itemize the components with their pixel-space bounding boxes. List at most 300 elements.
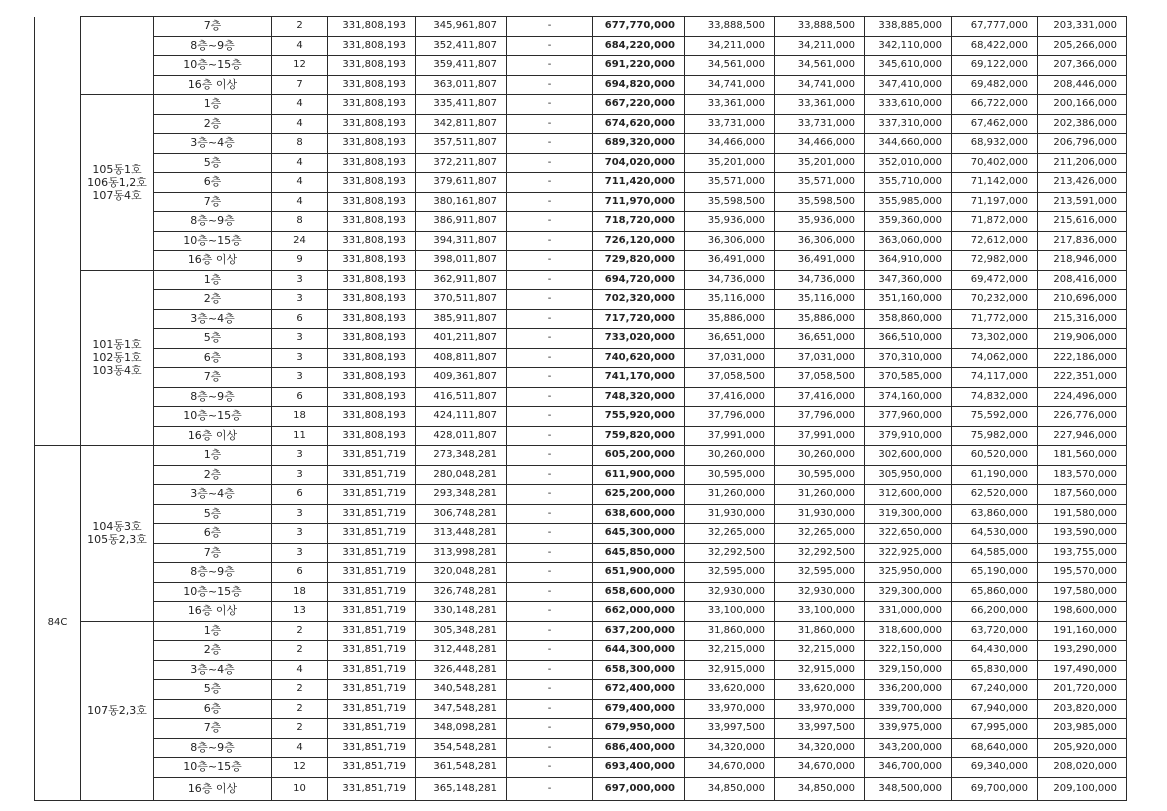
table-row [35, 134, 1127, 154]
building-price-cell: 363,011,807 [416, 75, 507, 95]
payment-2-cell: 30,260,000 [775, 446, 865, 466]
units-cell: 7 [272, 75, 328, 95]
payment-1-cell: 34,466,000 [685, 134, 775, 154]
payment-2-cell: 37,416,000 [775, 387, 865, 407]
vat-cell: - [507, 426, 593, 446]
payment-3-cell: 347,360,000 [865, 270, 952, 290]
payment-3-cell: 370,310,000 [865, 348, 952, 368]
total-price-cell: 694,820,000 [593, 75, 685, 95]
payment-5-cell: 198,600,000 [1038, 602, 1127, 622]
vat-cell: - [507, 290, 593, 310]
payment-1-cell: 37,058,500 [685, 368, 775, 388]
payment-3-cell: 363,060,000 [865, 231, 952, 251]
floor-cell: 7층 [154, 192, 272, 212]
floor-cell: 10층~15층 [154, 407, 272, 427]
payment-1-cell: 35,116,000 [685, 290, 775, 310]
payment-4-cell: 71,197,000 [952, 192, 1038, 212]
payment-2-cell: 35,116,000 [775, 290, 865, 310]
land-price-cell: 331,851,719 [328, 465, 416, 485]
payment-2-cell: 33,620,000 [775, 680, 865, 700]
payment-3-cell: 379,910,000 [865, 426, 952, 446]
vat-cell: - [507, 485, 593, 505]
units-cell: 12 [272, 56, 328, 76]
vat-cell: - [507, 75, 593, 95]
land-price-cell: 331,851,719 [328, 524, 416, 544]
payment-3-cell: 344,660,000 [865, 134, 952, 154]
payment-4-cell: 71,772,000 [952, 309, 1038, 329]
floor-cell: 10층~15층 [154, 56, 272, 76]
payment-1-cell: 35,571,000 [685, 173, 775, 193]
building-price-cell: 342,811,807 [416, 114, 507, 134]
land-price-cell: 331,808,193 [328, 153, 416, 173]
building-price-cell: 408,811,807 [416, 348, 507, 368]
land-price-cell: 331,808,193 [328, 17, 416, 37]
vat-cell: - [507, 582, 593, 602]
vat-cell: - [507, 348, 593, 368]
building-price-cell: 326,748,281 [416, 582, 507, 602]
payment-2-cell: 32,595,000 [775, 563, 865, 583]
floor-cell: 3층~4층 [154, 309, 272, 329]
payment-2-cell: 34,850,000 [775, 777, 865, 800]
total-price-cell: 637,200,000 [593, 621, 685, 641]
payment-5-cell: 215,316,000 [1038, 309, 1127, 329]
payment-3-cell: 312,600,000 [865, 485, 952, 505]
payment-2-cell: 32,265,000 [775, 524, 865, 544]
floor-cell: 3층~4층 [154, 485, 272, 505]
payment-3-cell: 347,410,000 [865, 75, 952, 95]
payment-4-cell: 72,982,000 [952, 251, 1038, 271]
total-price-cell: 611,900,000 [593, 465, 685, 485]
table-row [35, 212, 1127, 232]
vat-cell: - [507, 368, 593, 388]
payment-3-cell: 358,860,000 [865, 309, 952, 329]
payment-1-cell: 30,595,000 [685, 465, 775, 485]
payment-3-cell: 338,885,000 [865, 17, 952, 37]
payment-2-cell: 36,306,000 [775, 231, 865, 251]
payment-2-cell: 33,731,000 [775, 114, 865, 134]
total-price-cell: 645,300,000 [593, 524, 685, 544]
payment-2-cell: 37,991,000 [775, 426, 865, 446]
total-price-cell: 740,620,000 [593, 348, 685, 368]
land-price-cell: 331,808,193 [328, 387, 416, 407]
units-cell: 6 [272, 485, 328, 505]
vat-cell: - [507, 407, 593, 427]
payment-4-cell: 72,612,000 [952, 231, 1038, 251]
land-price-cell: 331,851,719 [328, 504, 416, 524]
total-price-cell: 717,720,000 [593, 309, 685, 329]
payment-4-cell: 67,462,000 [952, 114, 1038, 134]
total-price-cell: 697,000,000 [593, 777, 685, 800]
floor-cell: 1층 [154, 446, 272, 466]
vat-cell: - [507, 36, 593, 56]
payment-2-cell: 34,736,000 [775, 270, 865, 290]
payment-5-cell: 202,386,000 [1038, 114, 1127, 134]
units-cell: 18 [272, 407, 328, 427]
building-price-cell: 365,148,281 [416, 777, 507, 800]
payment-4-cell: 69,482,000 [952, 75, 1038, 95]
floor-cell: 6층 [154, 348, 272, 368]
payment-4-cell: 63,860,000 [952, 504, 1038, 524]
dong-unit-label: 107동2,3호 [87, 704, 147, 717]
payment-1-cell: 32,595,000 [685, 563, 775, 583]
payment-2-cell: 32,292,500 [775, 543, 865, 563]
payment-5-cell: 207,366,000 [1038, 56, 1127, 76]
payment-2-cell: 35,936,000 [775, 212, 865, 232]
units-cell: 3 [272, 270, 328, 290]
payment-2-cell: 31,930,000 [775, 504, 865, 524]
floor-cell: 1층 [154, 95, 272, 115]
payment-2-cell: 34,670,000 [775, 758, 865, 778]
total-price-cell: 679,400,000 [593, 699, 685, 719]
payment-2-cell: 36,491,000 [775, 251, 865, 271]
table-row [35, 485, 1127, 505]
payment-4-cell: 75,982,000 [952, 426, 1038, 446]
payment-1-cell: 34,736,000 [685, 270, 775, 290]
payment-5-cell: 191,580,000 [1038, 504, 1127, 524]
floor-cell: 2층 [154, 114, 272, 134]
building-price-cell: 293,348,281 [416, 485, 507, 505]
payment-4-cell: 64,530,000 [952, 524, 1038, 544]
vat-cell: - [507, 699, 593, 719]
floor-cell: 8층~9층 [154, 387, 272, 407]
building-price-cell: 357,511,807 [416, 134, 507, 154]
payment-1-cell: 34,211,000 [685, 36, 775, 56]
payment-5-cell: 210,696,000 [1038, 290, 1127, 310]
payment-2-cell: 32,930,000 [775, 582, 865, 602]
payment-2-cell: 34,561,000 [775, 56, 865, 76]
floor-cell: 2층 [154, 465, 272, 485]
floor-cell: 16층 이상 [154, 777, 272, 800]
payment-5-cell: 193,290,000 [1038, 641, 1127, 661]
payment-5-cell: 213,426,000 [1038, 173, 1127, 193]
total-price-cell: 605,200,000 [593, 446, 685, 466]
payment-2-cell: 33,361,000 [775, 95, 865, 115]
land-price-cell: 331,808,193 [328, 95, 416, 115]
payment-3-cell: 322,650,000 [865, 524, 952, 544]
payment-3-cell: 329,300,000 [865, 582, 952, 602]
table-row [35, 348, 1127, 368]
land-price-cell: 331,851,719 [328, 680, 416, 700]
payment-1-cell: 37,991,000 [685, 426, 775, 446]
payment-5-cell: 206,796,000 [1038, 134, 1127, 154]
table-row [35, 582, 1127, 602]
payment-4-cell: 65,190,000 [952, 563, 1038, 583]
table-row [35, 153, 1127, 173]
vat-cell: - [507, 173, 593, 193]
payment-1-cell: 36,306,000 [685, 231, 775, 251]
total-price-cell: 651,900,000 [593, 563, 685, 583]
payment-4-cell: 74,062,000 [952, 348, 1038, 368]
floor-cell: 8층~9층 [154, 738, 272, 758]
vat-cell: - [507, 660, 593, 680]
total-price-cell: 672,400,000 [593, 680, 685, 700]
land-price-cell: 331,808,193 [328, 75, 416, 95]
payment-2-cell: 33,100,000 [775, 602, 865, 622]
payment-1-cell: 31,860,000 [685, 621, 775, 641]
land-price-cell: 331,851,719 [328, 485, 416, 505]
payment-3-cell: 351,160,000 [865, 290, 952, 310]
payment-3-cell: 346,700,000 [865, 758, 952, 778]
payment-2-cell: 35,886,000 [775, 309, 865, 329]
floor-cell: 7층 [154, 719, 272, 739]
land-price-cell: 331,851,719 [328, 699, 416, 719]
payment-1-cell: 30,260,000 [685, 446, 775, 466]
payment-1-cell: 37,796,000 [685, 407, 775, 427]
payment-3-cell: 336,200,000 [865, 680, 952, 700]
payment-5-cell: 209,100,000 [1038, 777, 1127, 800]
building-price-cell: 409,361,807 [416, 368, 507, 388]
table-row [35, 56, 1127, 76]
floor-cell: 3층~4층 [154, 134, 272, 154]
building-price-cell: 394,311,807 [416, 231, 507, 251]
payment-1-cell: 32,930,000 [685, 582, 775, 602]
units-cell: 3 [272, 524, 328, 544]
land-price-cell: 331,808,193 [328, 231, 416, 251]
payment-5-cell: 218,946,000 [1038, 251, 1127, 271]
payment-1-cell: 33,888,500 [685, 17, 775, 37]
payment-5-cell: 205,266,000 [1038, 36, 1127, 56]
payment-1-cell: 33,620,000 [685, 680, 775, 700]
payment-4-cell: 66,722,000 [952, 95, 1038, 115]
payment-1-cell: 33,997,500 [685, 719, 775, 739]
payment-1-cell: 35,598,500 [685, 192, 775, 212]
payment-5-cell: 211,206,000 [1038, 153, 1127, 173]
payment-2-cell: 34,466,000 [775, 134, 865, 154]
land-price-cell: 331,851,719 [328, 446, 416, 466]
units-cell: 4 [272, 36, 328, 56]
land-price-cell: 331,808,193 [328, 329, 416, 349]
units-cell: 2 [272, 680, 328, 700]
total-price-cell: 733,020,000 [593, 329, 685, 349]
payment-5-cell: 201,720,000 [1038, 680, 1127, 700]
building-price-cell: 280,048,281 [416, 465, 507, 485]
total-price-cell: 729,820,000 [593, 251, 685, 271]
floor-cell: 2층 [154, 290, 272, 310]
table-row [35, 407, 1127, 427]
land-price-cell: 331,851,719 [328, 621, 416, 641]
total-price-cell: 759,820,000 [593, 426, 685, 446]
payment-2-cell: 34,741,000 [775, 75, 865, 95]
vat-cell: - [507, 56, 593, 76]
payment-2-cell: 33,970,000 [775, 699, 865, 719]
total-price-cell: 677,770,000 [593, 17, 685, 37]
units-cell: 6 [272, 563, 328, 583]
payment-3-cell: 318,600,000 [865, 621, 952, 641]
payment-5-cell: 213,591,000 [1038, 192, 1127, 212]
building-price-cell: 398,011,807 [416, 251, 507, 271]
units-cell: 3 [272, 543, 328, 563]
units-cell: 8 [272, 212, 328, 232]
payment-5-cell: 219,906,000 [1038, 329, 1127, 349]
payment-4-cell: 68,422,000 [952, 36, 1038, 56]
floor-cell: 7층 [154, 543, 272, 563]
building-price-cell: 340,548,281 [416, 680, 507, 700]
building-price-cell: 380,161,807 [416, 192, 507, 212]
building-price-cell: 345,961,807 [416, 17, 507, 37]
vat-cell: - [507, 17, 593, 37]
total-price-cell: 711,970,000 [593, 192, 685, 212]
payment-4-cell: 69,122,000 [952, 56, 1038, 76]
land-price-cell: 331,851,719 [328, 641, 416, 661]
payment-1-cell: 35,201,000 [685, 153, 775, 173]
payment-5-cell: 191,160,000 [1038, 621, 1127, 641]
payment-3-cell: 377,960,000 [865, 407, 952, 427]
table-row [35, 563, 1127, 583]
land-price-cell: 331,808,193 [328, 212, 416, 232]
payment-1-cell: 34,320,000 [685, 738, 775, 758]
payment-5-cell: 208,020,000 [1038, 758, 1127, 778]
total-price-cell: 679,950,000 [593, 719, 685, 739]
payment-4-cell: 69,472,000 [952, 270, 1038, 290]
floor-cell: 6층 [154, 173, 272, 193]
total-price-cell: 689,320,000 [593, 134, 685, 154]
payment-4-cell: 65,860,000 [952, 582, 1038, 602]
payment-4-cell: 75,592,000 [952, 407, 1038, 427]
payment-3-cell: 374,160,000 [865, 387, 952, 407]
payment-5-cell: 193,755,000 [1038, 543, 1127, 563]
payment-5-cell: 197,580,000 [1038, 582, 1127, 602]
payment-1-cell: 33,361,000 [685, 95, 775, 115]
units-cell: 3 [272, 368, 328, 388]
table-row [35, 95, 1127, 115]
payment-2-cell: 30,595,000 [775, 465, 865, 485]
payment-3-cell: 348,500,000 [865, 777, 952, 800]
total-price-cell: 694,720,000 [593, 270, 685, 290]
table-row [35, 36, 1127, 56]
floor-cell: 1층 [154, 270, 272, 290]
building-price-cell: 361,548,281 [416, 758, 507, 778]
payment-3-cell: 339,700,000 [865, 699, 952, 719]
building-price-cell: 326,448,281 [416, 660, 507, 680]
total-price-cell: 645,850,000 [593, 543, 685, 563]
payment-2-cell: 37,031,000 [775, 348, 865, 368]
floor-cell: 16층 이상 [154, 251, 272, 271]
payment-5-cell: 215,616,000 [1038, 212, 1127, 232]
units-cell: 3 [272, 504, 328, 524]
payment-2-cell: 36,651,000 [775, 329, 865, 349]
payment-2-cell: 37,058,500 [775, 368, 865, 388]
floor-cell: 8층~9층 [154, 212, 272, 232]
land-price-cell: 331,808,193 [328, 251, 416, 271]
table-row [35, 543, 1127, 563]
vat-cell: - [507, 134, 593, 154]
total-price-cell: 684,220,000 [593, 36, 685, 56]
payment-3-cell: 355,985,000 [865, 192, 952, 212]
total-price-cell: 638,600,000 [593, 504, 685, 524]
land-price-cell: 331,851,719 [328, 660, 416, 680]
payment-1-cell: 33,100,000 [685, 602, 775, 622]
table-row [35, 309, 1127, 329]
floor-cell: 8층~9층 [154, 563, 272, 583]
payment-2-cell: 35,201,000 [775, 153, 865, 173]
payment-2-cell: 35,598,500 [775, 192, 865, 212]
payment-5-cell: 222,351,000 [1038, 368, 1127, 388]
payment-4-cell: 65,830,000 [952, 660, 1038, 680]
land-price-cell: 331,851,719 [328, 543, 416, 563]
vat-cell: - [507, 563, 593, 583]
payment-1-cell: 36,491,000 [685, 251, 775, 271]
building-price-cell: 347,548,281 [416, 699, 507, 719]
payment-4-cell: 68,932,000 [952, 134, 1038, 154]
land-price-cell: 331,808,193 [328, 290, 416, 310]
building-price-cell: 370,511,807 [416, 290, 507, 310]
land-price-cell: 331,808,193 [328, 407, 416, 427]
payment-4-cell: 66,200,000 [952, 602, 1038, 622]
table-row [35, 660, 1127, 680]
vat-cell: - [507, 504, 593, 524]
floor-cell: 6층 [154, 699, 272, 719]
payment-2-cell: 34,320,000 [775, 738, 865, 758]
payment-3-cell: 345,610,000 [865, 56, 952, 76]
dong-unit-cell [81, 621, 154, 800]
floor-cell: 16층 이상 [154, 602, 272, 622]
vat-cell: - [507, 758, 593, 778]
floor-cell: 7층 [154, 17, 272, 37]
payment-1-cell: 32,915,000 [685, 660, 775, 680]
vat-cell: - [507, 680, 593, 700]
payment-2-cell: 32,915,000 [775, 660, 865, 680]
table-row [35, 758, 1127, 778]
building-price-cell: 330,148,281 [416, 602, 507, 622]
price-table-container [34, 16, 1127, 801]
dong-unit-label: 103동4호 [92, 364, 142, 378]
unit-type-cell [35, 17, 81, 446]
building-price-cell: 313,448,281 [416, 524, 507, 544]
payment-5-cell: 203,331,000 [1038, 17, 1127, 37]
payment-4-cell: 67,995,000 [952, 719, 1038, 739]
payment-1-cell: 35,936,000 [685, 212, 775, 232]
dong-unit-label: 105동2,3호 [87, 533, 147, 547]
units-cell: 9 [272, 251, 328, 271]
land-price-cell: 331,808,193 [328, 114, 416, 134]
dong-unit-cell [81, 17, 154, 95]
payment-3-cell: 337,310,000 [865, 114, 952, 134]
payment-5-cell: 183,570,000 [1038, 465, 1127, 485]
units-cell: 11 [272, 426, 328, 446]
payment-1-cell: 33,970,000 [685, 699, 775, 719]
payment-3-cell: 359,360,000 [865, 212, 952, 232]
floor-cell: 2층 [154, 641, 272, 661]
building-price-cell: 385,911,807 [416, 309, 507, 329]
total-price-cell: 662,000,000 [593, 602, 685, 622]
total-price-cell: 755,920,000 [593, 407, 685, 427]
dong-unit-label: 101동1호 [92, 338, 142, 352]
table-row [35, 621, 1127, 641]
land-price-cell: 331,851,719 [328, 719, 416, 739]
payment-2-cell: 33,888,500 [775, 17, 865, 37]
table-row [35, 270, 1127, 290]
building-price-cell: 313,998,281 [416, 543, 507, 563]
table-row [35, 368, 1127, 388]
vat-cell: - [507, 738, 593, 758]
land-price-cell: 331,808,193 [328, 368, 416, 388]
building-price-cell: 335,411,807 [416, 95, 507, 115]
table-row [35, 329, 1127, 349]
vat-cell: - [507, 251, 593, 271]
units-cell: 4 [272, 738, 328, 758]
payment-4-cell: 73,302,000 [952, 329, 1038, 349]
units-cell: 4 [272, 153, 328, 173]
total-price-cell: 674,620,000 [593, 114, 685, 134]
payment-2-cell: 33,997,500 [775, 719, 865, 739]
payment-4-cell: 69,340,000 [952, 758, 1038, 778]
units-cell: 3 [272, 446, 328, 466]
building-price-cell: 305,348,281 [416, 621, 507, 641]
payment-4-cell: 67,777,000 [952, 17, 1038, 37]
payment-5-cell: 217,836,000 [1038, 231, 1127, 251]
units-cell: 6 [272, 387, 328, 407]
building-price-cell: 372,211,807 [416, 153, 507, 173]
